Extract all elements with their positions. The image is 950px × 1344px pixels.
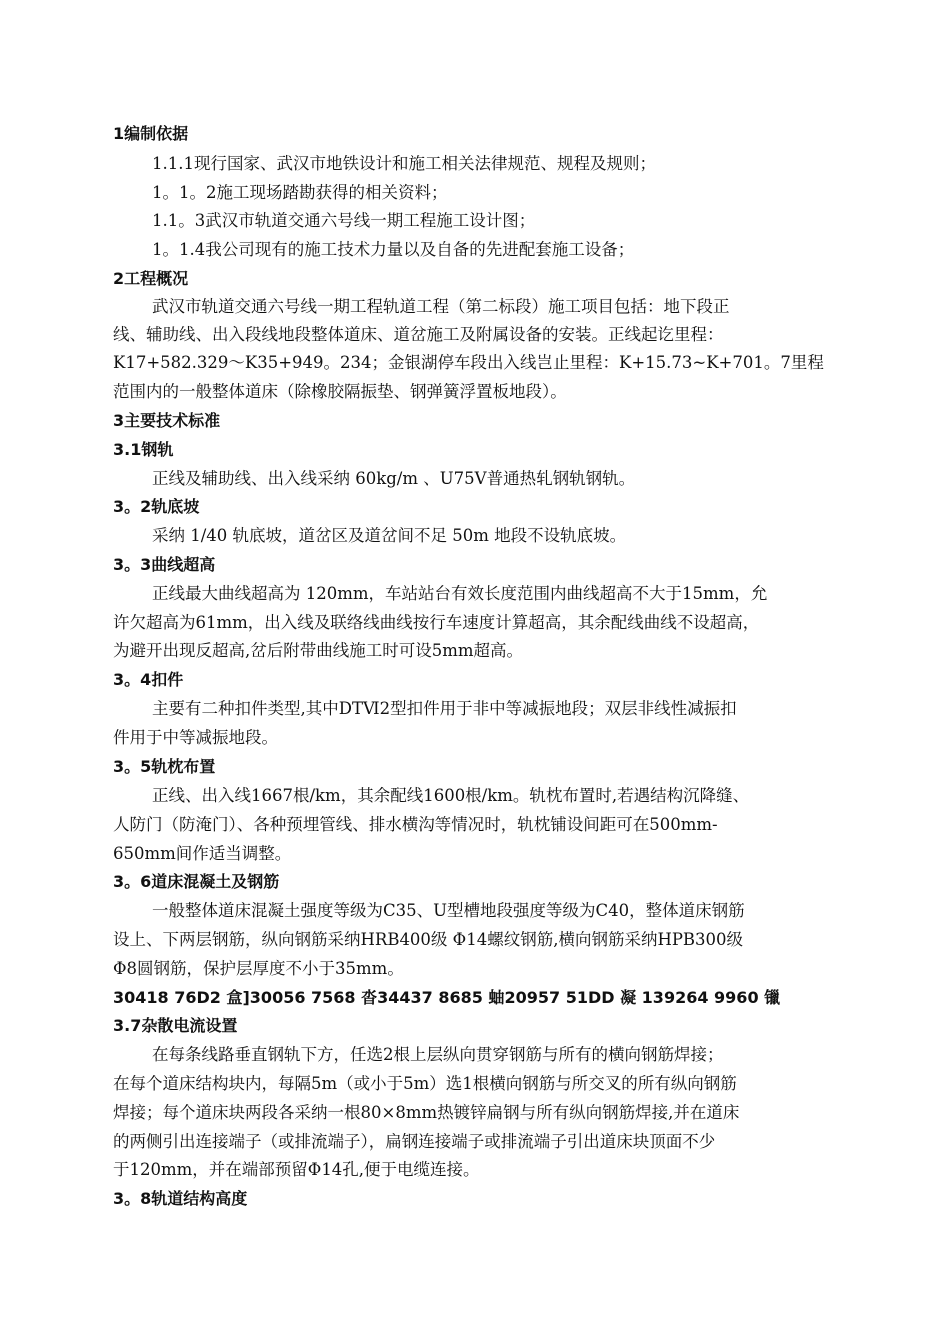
paragraph-line: 650mm间作适当调整。 — [113, 844, 292, 863]
paragraph-line: 范围内的一般整体道床（除橡胶隔振垫、钢弹簧浮置板地段）。 — [113, 382, 567, 401]
list-item: 1.1。3武汉市轨道交通六号线一期工程施工设计图； — [152, 211, 536, 230]
paragraph-line: K17+582.329～K35+949。234；金银湖停车段出入线岂止里程：K+15.73~K+701。7里程 — [113, 353, 824, 372]
paragraph-line: 人防门（防淹门）、各种预埋管线、排水横沟等情况时，轨枕铺设间距可在500mm- — [113, 815, 718, 834]
paragraph-line: 主要有二种扣件类型,其中DTⅥ2型扣件用于非中等减振地段；双层非线性减振扣 — [152, 699, 737, 718]
paragraph-line: 一般整体道床混凝土强度等级为C35、U型槽地段强度等级为C40，整体道床钢筋 — [152, 901, 745, 920]
paragraph-line: 于120mm，并在端部预留Φ14孔,便于电缆连接。 — [113, 1160, 480, 1179]
paragraph-line: 件用于中等减振地段。 — [113, 728, 278, 747]
subsection-heading: 3.1钢轨 — [113, 440, 174, 459]
subsection-heading: 3。3曲线超高 — [113, 555, 216, 574]
paragraph-line: 许欠超高为61mm，出入线及联络线曲线按行车速度计算超高，其余配线曲线不设超高， — [113, 613, 760, 632]
paragraph-line: 的两侧引出连接端子（或排流端子），扁钢连接端子或排流端子引出道床块顶面不少 — [113, 1132, 716, 1151]
paragraph-line: 焊接；每个道床块两段各采纳一根80×8mm热镀锌扁钢与所有纵向钢筋焊接,并在道床 — [113, 1103, 740, 1122]
paragraph-line: 为避开出现反超高,岔后附带曲线施工时可设5mm超高。 — [113, 641, 524, 660]
subsection-heading: 3。5轨枕布置 — [113, 757, 216, 776]
section-heading: 2工程概况 — [113, 269, 189, 288]
list-item: 1。1。2施工现场踏勘获得的相关资料； — [152, 183, 448, 202]
paragraph-line: Φ8圆钢筋，保护层厚度不小于35mm。 — [113, 959, 404, 978]
subsection-heading: 3。6道床混凝土及钢筋 — [113, 872, 280, 891]
list-item: 1.1.1现行国家、武汉市地铁设计和施工相关法律规范、规程及规则； — [152, 154, 656, 173]
subsection-heading: 3.7杂散电流设置 — [113, 1016, 238, 1035]
paragraph-line: 正线、出入线1667根/km，其余配线1600根/km。轨枕布置时,若遇结构沉降缝、 — [152, 786, 750, 805]
paragraph-line: 采纳 1/40 轨底坡，道岔区及道岔间不足 50m 地段不设轨底坡。 — [152, 526, 627, 545]
paragraph-line: 设上、下两层钢筋，纵向钢筋采纳HRB400级 Φ14螺纹钢筋,横向钢筋采纳HPB300级 — [113, 930, 744, 949]
subsection-heading: 3。2轨底坡 — [113, 497, 200, 516]
subsection-heading: 3。8轨道结构高度 — [113, 1189, 248, 1208]
paragraph-line: 在每个道床结构块内，每隔5m（或小于5m）选1根横向钢筋与所交叉的所有纵向钢筋 — [113, 1074, 737, 1093]
paragraph-line: 正线最大曲线超高为 120mm，车站站台有效长度范围内曲线超高不大于15mm，允 — [152, 584, 768, 603]
paragraph-line: 线、辅助线、出入段线地段整体道床、道岔施工及附属设备的安装。正线起讫里程： — [113, 325, 724, 344]
section-heading: 1编制依据 — [113, 124, 189, 143]
encoded-text-line: 30418 76D2 盒]30056 7568 沓34437 8685 蚰20957 51DD 凝 139264 9960 镴 — [113, 988, 781, 1007]
subsection-heading: 3。4扣件 — [113, 670, 184, 689]
list-item: 1。1.4我公司现有的施工技术力量以及自备的先进配套施工设备； — [152, 240, 635, 259]
paragraph-line: 武汉市轨道交通六号线一期工程轨道工程（第二标段）施工项目包括：地下段正 — [152, 297, 730, 316]
section-heading: 3主要技术标准 — [113, 411, 221, 430]
paragraph-line: 正线及辅助线、出入线采纳 60kg/m 、U75V普通热轧钢轨钢轨。 — [152, 469, 636, 488]
paragraph-line: 在每条线路垂直钢轨下方，任选2根上层纵向贯穿钢筋与所有的横向钢筋焊接； — [152, 1045, 724, 1064]
